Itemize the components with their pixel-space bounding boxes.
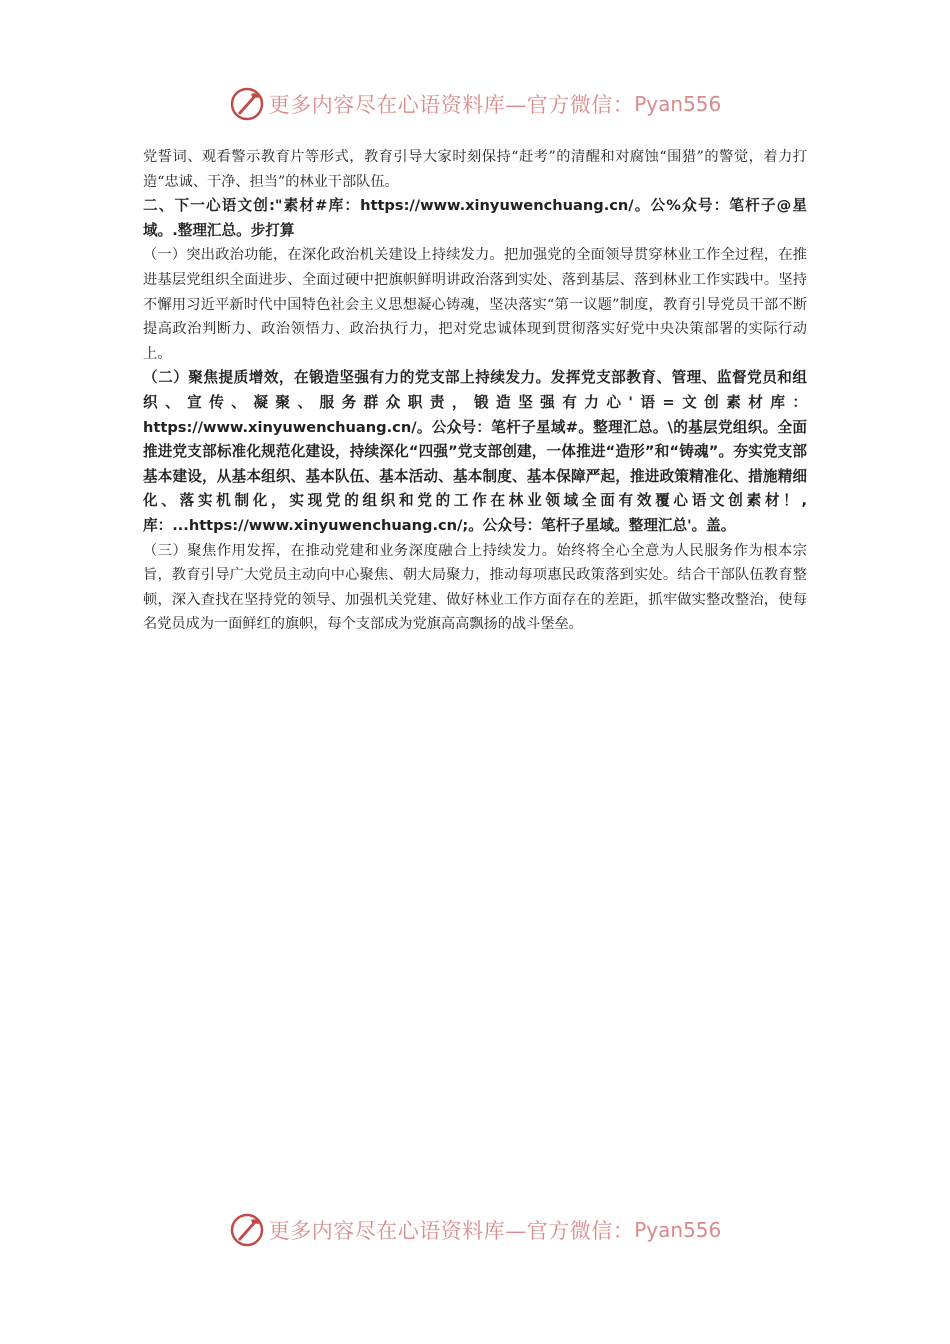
document-body: [143, 145, 807, 637]
paragraph-1: 党誓词、观看警示教育片等形式，教育引导大家时刻保持“赶考”的清醒和对腐蚀“围猎”的警觉，着力打造“忠诚、干净、担当”的林业干部队伍。: [143, 149, 807, 190]
paragraph-item-1: （一）突出政治功能，在深化政治机关建设上持续发力。把加强党的全面领导贯穿林业工作全过程，在推进基层党组织全面进步、全面过硬中把旗帜鲜明讲政治落到实处、落到基层、落到林业工作实践中。坚持不懈用习近平新时代中国特色社会主义思想凝心铸魂，坚决落实“第一议题”制度，教育引导党员干部不断提高政治判断力、政治领悟力、政治执行力，把对党忠诚体现到贯彻落实好党中央决策部署的实际行动上。: [143, 247, 807, 362]
banner-wechat-id: Pyan556: [634, 92, 722, 116]
footer-banner: [0, 1210, 950, 1250]
quill-logo-icon: [229, 86, 265, 122]
paragraph-item-2: （二）聚焦提质增效，在锻造坚强有力的党支部上持续发力。发挥党支部教育、管理、监督党员和组织、宣传、凝聚、服务群众职责，锻造坚强有力心'语=文创素材库：https://www.xinyuwenchuang.cn/。公众号：笔杆子星域#。整理汇总。\的基层党组织。全面推进党支部标准化规范化建设，持续深化“四强”党支部创建，一体推进“造形”和“铸魂”。夯实党支部基本建设，从基本组织、基本队伍、基本活动、基本制度、基本保障严起，推进政策精准化、措施精细化、落实机制化，实现党的组织和党的工作在林业领域全面有效覆心语文创素材！,库：...https://www.xinyuwenchuang.cn/;。公众号：笔杆子星域。整理汇总'。盖。: [143, 369, 807, 534]
quill-logo-icon: [229, 1212, 265, 1248]
banner-text: 更多内容尽在心语资料库—官方微信：: [268, 93, 635, 117]
banner-text: 更多内容尽在心语资料库—官方微信：: [268, 1219, 635, 1243]
header-banner: [0, 84, 950, 124]
paragraph-item-3: （三）聚焦作用发挥，在推动党建和业务深度融合上持续发力。始终将全心全意为人民服务作为根本宗旨，教育引导广大党员主动向中心聚焦、朝大局聚力，推动每项惠民政策落到实处。结合干部队伍教育整顿，深入查找在坚持党的领导、加强机关党建、做好林业工作方面存在的差距，抓牢做实整改整治，使每名党员成为一面鲜红的旗帜，每个支部成为党旗高高飘扬的战斗堡垒。: [143, 542, 807, 633]
section-heading-2: 二、下一心语文创:"素材#库：https://www.xinyuwenchuang.cn/。公%众号：笔杆子@星域。.整理汇总。步打算: [143, 197, 807, 239]
banner-wechat-id: Pyan556: [634, 1218, 722, 1242]
